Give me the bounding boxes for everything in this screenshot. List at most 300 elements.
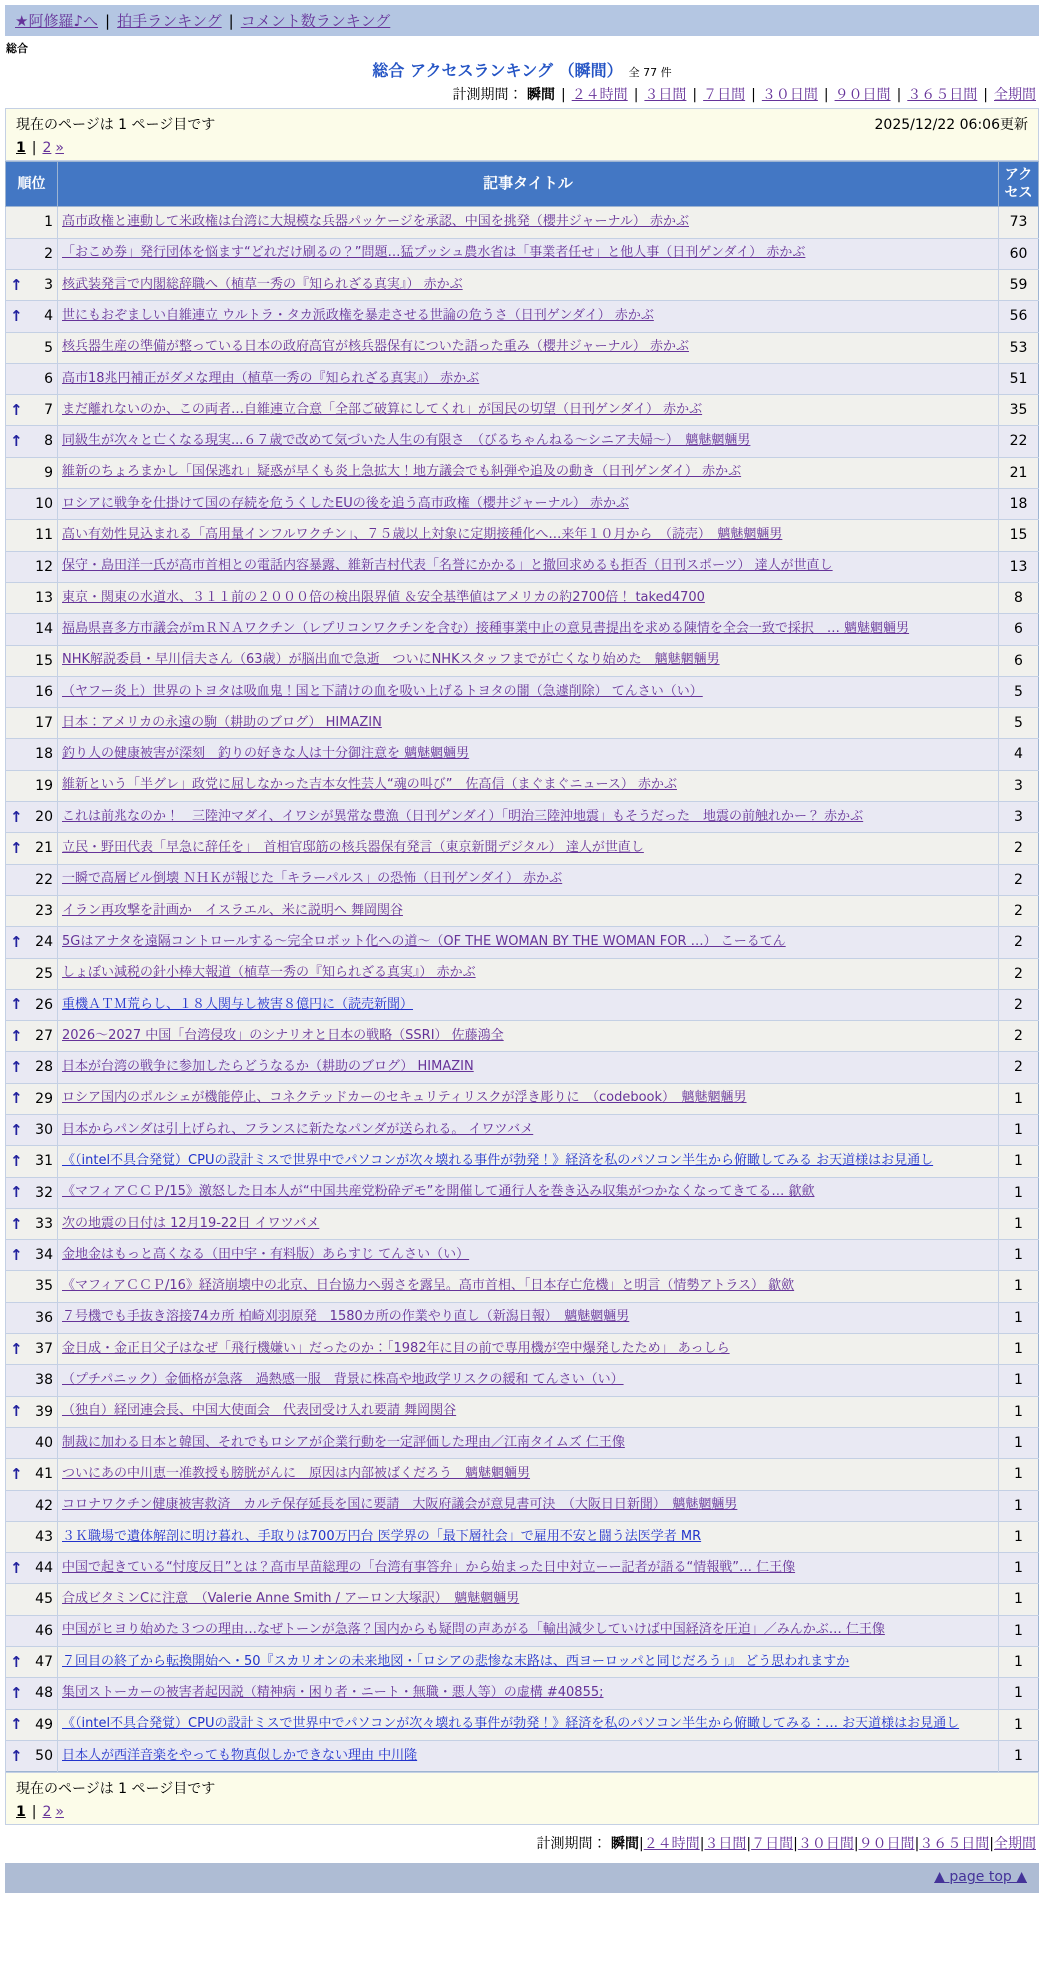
rank-cell: [6, 269, 58, 300]
article-title-cell: [58, 1521, 999, 1552]
article-link[interactable]: 福島県喜多方市議会がｍＲＮＡワクチン（レプリコンワクチンを含む）接種事業中止の意見書提出を求める陳情を全会一致で採択 … 魑魅魍魎男: [62, 620, 910, 636]
article-link[interactable]: イラン再攻撃を計画か イスラエル、米に説明へ 舞岡関谷: [62, 902, 403, 918]
access-count: 1: [999, 1177, 1039, 1208]
page-link-current[interactable]: 1: [16, 1804, 26, 1821]
rank-up-icon: ↑: [10, 1339, 23, 1358]
access-count: 8: [999, 582, 1039, 613]
article-title-cell: [58, 207, 999, 238]
article-title-cell: [58, 1302, 999, 1333]
table-row: [6, 1302, 1039, 1333]
access-count: 1: [999, 1271, 1039, 1302]
column-header-rank: 順位: [6, 162, 58, 207]
article-link[interactable]: 保守・島田洋一氏が高市首相との電話内容暴露、維新吉村代表「名誉にかかる」と撤回求めるも拒否（日刊スポーツ） 達人が世直し: [62, 558, 833, 574]
table-row: [6, 1396, 1039, 1427]
article-link[interactable]: 2026～2027 中国「台湾侵攻」のシナリオと日本の戦略（SSRI） 佐藤鴻全: [62, 1027, 504, 1043]
table-row: [6, 457, 1039, 488]
page-info-box-bottom: [5, 1772, 1039, 1825]
article-link[interactable]: 日本が台湾の戦争に参加したらどうなるか（耕助のブログ） HIMAZIN: [62, 1059, 474, 1075]
article-link[interactable]: 中国がヒヨり始めた３つの理由…なぜトーンが急落？国内からも疑問の声あがる「輸出減少していけば中国経済を圧迫」／みんかぶ… 仁王像: [62, 1622, 885, 1638]
access-count: 15: [999, 520, 1039, 551]
page-top-link[interactable]: ▲ page top ▲: [934, 1869, 1027, 1886]
article-link[interactable]: 《マフィアＣＣＰ/15》激怒した日本人が“中国共産党粉砕デモ”を開催して通行人を巻き込み収集がつかなくなってきてる… 歙歛: [62, 1184, 815, 1200]
period-link[interactable]: 全期間: [994, 1836, 1036, 1853]
rank-cell: [6, 238, 58, 269]
page-link-current[interactable]: 1: [16, 140, 26, 156]
rank-number: 43: [35, 1528, 53, 1545]
table-row: [6, 1052, 1039, 1083]
access-count: 2: [999, 833, 1039, 864]
column-header-title: 記事タイトル: [58, 162, 999, 207]
table-row: [6, 1521, 1039, 1552]
access-count: 1: [999, 1584, 1039, 1615]
rank-number: 30: [35, 1121, 53, 1138]
article-link[interactable]: ロシアに戦争を仕掛けて国の存続を危うくしたEUの後を追う高市政権（櫻井ジャーナル） 赤かぶ: [62, 495, 629, 511]
article-title-cell: [58, 1709, 999, 1740]
period-link[interactable]: ７日間: [751, 1836, 794, 1853]
rank-cell: [6, 1052, 58, 1083]
article-link[interactable]: 維新という「半グレ」政党に屈しなかった吉本女性芸人“魂の叫び” 佐高信（まぐまぐニュース） 赤かぶ: [62, 777, 677, 793]
article-link[interactable]: （プチパニック）金価格が急落 過熱感一服 背景に株高や地政学リスクの緩和 てんさい（い）: [62, 1372, 624, 1388]
access-count: 2: [999, 958, 1039, 989]
page-next-link[interactable]: »: [55, 140, 64, 156]
article-link[interactable]: 合成ビタミンCに注意 （Valerie Anne Smith / アーロン大塚訳） 魑魅魍魎男: [62, 1591, 520, 1607]
table-row: [6, 958, 1039, 989]
rank-number: 46: [35, 1622, 53, 1639]
rank-number: 32: [35, 1184, 53, 1201]
table-row: [6, 301, 1039, 332]
table-row: [6, 582, 1039, 613]
table-row: [6, 1678, 1039, 1709]
access-count: 56: [999, 301, 1039, 332]
rank-number: 11: [35, 527, 53, 544]
page-next-link[interactable]: »: [55, 1804, 64, 1821]
article-title-cell: [58, 1177, 999, 1208]
rank-cell: [6, 1302, 58, 1333]
access-count: 2: [999, 1021, 1039, 1052]
rank-cell: [6, 207, 58, 238]
access-count: 1: [999, 1146, 1039, 1177]
article-title-cell: [58, 1553, 999, 1584]
period-link[interactable]: ２４時間: [571, 87, 628, 103]
nav-link-comment-ranking[interactable]: コメント数ランキング: [240, 12, 391, 30]
article-link[interactable]: ７号機でも手抜き溶接74カ所 柏崎刈羽原発 1580カ所の作業やり直し（新潟日報） 魑魅魍魎男: [62, 1309, 630, 1325]
separator: |: [823, 87, 829, 103]
period-label: 計測期間：: [452, 87, 523, 103]
nav-link-home[interactable]: ★阿修羅♪へ: [15, 12, 99, 30]
article-link[interactable]: 維新のちょろまかし「国保逃れ」疑惑が早くも炎上急拡大！地方議会でも糾弾や追及の動き（日刊ゲンダイ） 赤かぶ: [62, 464, 742, 480]
table-row: [6, 770, 1039, 801]
table-row: [6, 1740, 1039, 1771]
rank-number: 17: [35, 715, 53, 732]
article-link[interactable]: 集団ストーカーの被害者起因説（精神病・困り者・ニート・無職・悪人等）の虚構 #40855;: [62, 1685, 604, 1701]
article-title-cell: [58, 1146, 999, 1177]
rank-up-icon: ↑: [10, 1026, 23, 1045]
rank-up-icon: ↑: [10, 1558, 23, 1577]
rank-cell: [6, 1114, 58, 1145]
rank-cell: [6, 770, 58, 801]
rank-up-icon: ↑: [10, 1464, 23, 1483]
rank-number: 1: [44, 214, 53, 231]
article-link[interactable]: 5Gはアナタを遠隔コントロールする～完全ロボット化への道～（OF THE WOMAN BY THE WOMAN FOR …） こーるてん: [62, 933, 786, 949]
rank-cell: [6, 520, 58, 551]
access-count: 5: [999, 708, 1039, 739]
rank-up-icon: ↑: [10, 1683, 23, 1702]
access-count: 5: [999, 676, 1039, 707]
article-link[interactable]: 中国で起きている“忖度反日”とは？高市早苗総理の「台湾有事答弁」から始まった日中対立ーー記者が語る“情報戦”… 仁王像: [62, 1559, 796, 1575]
rank-cell: [6, 1459, 58, 1490]
article-title-cell: [58, 1052, 999, 1083]
rank-cell: [6, 927, 58, 958]
article-link[interactable]: 日本からパンダは引上げられ、フランスに新たなパンダが送られる。 イワツバメ: [62, 1121, 534, 1137]
article-link[interactable]: 《（intel不具合発覚）CPUの設計ミスで世界中でパソコンが次々壊れる事件が勃発！》経済を私のパソコン半生から俯瞰してみる お天道様はお見通し: [62, 1153, 934, 1168]
access-count: 1: [999, 1240, 1039, 1271]
rank-up-icon: ↑: [10, 1151, 23, 1170]
article-link[interactable]: 日本人が西洋音楽をやっても物真似しかできない理由 中川隆: [62, 1747, 418, 1763]
rank-up-icon: ↑: [10, 306, 23, 325]
article-title-cell: [58, 426, 999, 457]
access-count: 2: [999, 927, 1039, 958]
rank-up-icon: ↑: [10, 1715, 23, 1734]
rank-number: 37: [35, 1341, 53, 1358]
separator: |: [638, 1836, 644, 1853]
access-count: 18: [999, 489, 1039, 520]
rank-up-icon: ↑: [10, 995, 23, 1014]
period-link[interactable]: ３６５日間: [919, 1836, 990, 1853]
table-row: [6, 1271, 1039, 1302]
table-row: [6, 207, 1039, 238]
rank-number: 29: [35, 1090, 53, 1107]
article-link[interactable]: 同級生が次々と亡くなる現実...６７歳で改めて気づいた人生の有限さ （びるちゃんねる～シニア夫婦～） 魑魅魍魎男: [62, 433, 751, 449]
article-title-cell: [58, 301, 999, 332]
table-row: [6, 1021, 1039, 1052]
table-row: [6, 1427, 1039, 1458]
rank-number: 12: [35, 558, 53, 575]
period-link[interactable]: ２４時間: [643, 1836, 700, 1853]
rank-number: 21: [35, 840, 53, 857]
rank-number: 6: [44, 370, 53, 387]
article-title-cell: [58, 520, 999, 551]
article-title-cell: [58, 1208, 999, 1239]
footer-bar: [5, 1863, 1039, 1893]
access-count: 1: [999, 1334, 1039, 1365]
rank-cell: [6, 551, 58, 582]
article-link[interactable]: 《マフィアＣＣＰ/16》経済崩壊中の北京、日台協力へ弱さを露呈。高市首相、「日本存亡危機」と明言（情勢アトラス） 歙歛: [62, 1278, 795, 1294]
access-count: 13: [999, 551, 1039, 582]
rank-cell: [6, 1146, 58, 1177]
article-link[interactable]: NHK解説委員・早川信夫さん（63歳）が脳出血で急逝 ついにNHKスタッフまでが亡くなり始めた 魑魅魍魎男: [62, 652, 720, 668]
table-row: [6, 802, 1039, 833]
article-link[interactable]: ロシア国内のポルシェが機能停止、コネクテッドカーのセキュリティリスクが浮き彫りに （codebook） 魑魅魍魎男: [62, 1090, 747, 1106]
table-row: [6, 1114, 1039, 1145]
period-link[interactable]: ３０日間: [797, 1836, 854, 1853]
article-title-cell: [58, 645, 999, 676]
period-current: 瞬間: [610, 1836, 639, 1853]
access-count: 1: [999, 1553, 1039, 1584]
article-title-cell: [58, 1271, 999, 1302]
separator: |: [692, 87, 698, 103]
pagination: [16, 1804, 1028, 1820]
article-title-cell: [58, 864, 999, 895]
rank-number: 40: [35, 1434, 53, 1451]
table-row: [6, 1240, 1039, 1271]
access-count: 60: [999, 238, 1039, 269]
table-row: [6, 363, 1039, 394]
nav-link-clap-ranking[interactable]: 拍手ランキング: [117, 12, 222, 30]
table-row: [6, 1615, 1039, 1646]
rank-cell: [6, 395, 58, 426]
rank-cell: [6, 1083, 58, 1114]
article-title-cell: [58, 895, 999, 926]
period-links: [639, 1836, 1036, 1852]
table-row: [6, 269, 1039, 300]
rank-number: 19: [35, 777, 53, 794]
rank-cell: [6, 1740, 58, 1771]
table-row: [6, 551, 1039, 582]
access-count: 1: [999, 1302, 1039, 1333]
rank-number: 8: [44, 433, 53, 450]
article-title-cell: [58, 614, 999, 645]
rank-up-icon: ↑: [10, 1746, 23, 1765]
article-title-cell: [58, 927, 999, 958]
rank-cell: [6, 363, 58, 394]
title-line: [0, 58, 1044, 81]
rank-number: 41: [35, 1466, 53, 1483]
article-title-cell: [58, 1615, 999, 1646]
current-page-text: 現在のページは 1 ページ目です: [16, 117, 216, 133]
table-row: [6, 1490, 1039, 1521]
article-title-cell: [58, 1396, 999, 1427]
article-link[interactable]: コロナワクチン健康被害救済 カルテ保存延長を国に要請 大阪府議会が意見書可決 （大阪日日新聞） 魑魅魍魎男: [62, 1497, 738, 1513]
table-row: [6, 489, 1039, 520]
article-link[interactable]: 立民・野田代表「早急に辞任を」 首相官邸筋の核兵器保有発言（東京新聞デジタル） 達人が世直し: [62, 840, 644, 856]
access-count: 22: [999, 426, 1039, 457]
ranking-table: [5, 161, 1039, 1772]
article-title-cell: [58, 332, 999, 363]
separator: |: [699, 1836, 705, 1853]
article-link[interactable]: 「おこめ券」発行団体を悩ます“どれだけ刷るの？”問題…猛プッシュ農水省は「事業者任せ」と他人事（日刊ゲンダイ） 赤かぶ: [62, 245, 806, 261]
page-title: 総合 アクセスランキング （瞬間）: [372, 61, 623, 80]
rank-number: 14: [35, 621, 53, 638]
table-row: [6, 739, 1039, 770]
access-count: 1: [999, 1647, 1039, 1678]
article-title-cell: [58, 1240, 999, 1271]
access-count: 53: [999, 332, 1039, 363]
article-title-cell: [58, 489, 999, 520]
access-count: 1: [999, 1459, 1039, 1490]
rank-cell: [6, 457, 58, 488]
access-count: 21: [999, 457, 1039, 488]
rank-number: 39: [35, 1403, 53, 1420]
rank-up-icon: ↑: [10, 1652, 23, 1671]
separator: |: [853, 1836, 859, 1853]
rank-up-icon: ↑: [10, 807, 23, 826]
topbar: [5, 5, 1039, 36]
page-link-2[interactable]: 2: [42, 1804, 52, 1821]
rank-cell: [6, 864, 58, 895]
table-row: [6, 1584, 1039, 1615]
table-row: [6, 864, 1039, 895]
article-link[interactable]: 世にもおぞましい自維連立 ウルトラ・タカ派政権を暴走させる世論の危うさ（日刊ゲンダイ） 赤かぶ: [62, 307, 654, 323]
period-link[interactable]: 全期間: [994, 87, 1036, 103]
article-link[interactable]: ３Ｋ職場で遺体解剖に明け暮れ、手取りは700万円台 医学界の「最下層社会」で雇用不安と闘う法医学者 MR: [62, 1528, 702, 1544]
table-row: [6, 1083, 1039, 1114]
rank-number: 16: [35, 683, 53, 700]
article-link[interactable]: ついにあの中川恵一准教授も膀胱がんに 原因は内部被ばくだろう 魑魅魍魎男: [62, 1465, 531, 1481]
access-count: 1: [999, 1521, 1039, 1552]
article-link[interactable]: 重機ＡＴＭ荒らし、１８人関与し被害８億円に（読売新聞）: [62, 996, 414, 1012]
separator: |: [560, 87, 566, 103]
article-link[interactable]: 金日成・金正日父子はなぜ「飛行機嫌い」だったのか：「1982年に目の前で専用機が空中爆発したため」 あっしら: [62, 1340, 730, 1356]
rank-up-icon: ↑: [10, 400, 23, 419]
rank-number: 18: [35, 746, 53, 763]
article-link[interactable]: 釣り人の健康被害が深刻 釣りの好きな人は十分御注意を 魑魅魍魎男: [62, 746, 470, 762]
access-count: 51: [999, 363, 1039, 394]
article-link[interactable]: 高い有効性見込まれる「高用量インフルワクチン」、７５歳以上対象に定期接種化へ…来年１０月から （読売） 魑魅魍魎男: [62, 527, 783, 543]
page-link-2[interactable]: 2: [42, 140, 52, 156]
rank-number: 47: [35, 1654, 53, 1671]
access-count: 1: [999, 1083, 1039, 1114]
article-title-cell: [58, 739, 999, 770]
article-link[interactable]: 《（intel不具合発覚）CPUの設計ミスで世界中でパソコンが次々壊れる事件が勃発！》経済を私のパソコン半生から俯瞰してみる：… お天道様はお見通し: [62, 1716, 960, 1732]
article-title-cell: [58, 238, 999, 269]
period-label: 計測期間：: [536, 1836, 607, 1853]
separator: |: [105, 12, 111, 30]
period-link[interactable]: ３０日間: [761, 87, 818, 103]
article-link[interactable]: 高市18兆円補正がダメな理由（植草一秀の『知られざる真実』） 赤かぶ: [62, 370, 480, 386]
article-link[interactable]: 日本：アメリカの永遠の駒（耕助のブログ） HIMAZIN: [62, 714, 382, 730]
article-link[interactable]: 制裁に加わる日本と韓国、それでもロシアが企業行動を一定評価した理由／江南タイムズ 仁王像: [62, 1434, 625, 1450]
table-row: [6, 1177, 1039, 1208]
article-title-cell: [58, 770, 999, 801]
rank-number: 10: [35, 496, 53, 513]
article-link[interactable]: ７回目の終了から転換開始へ・50『スカリオンの未来地図・「ロシアの悲惨な末路は、西ヨーロッパと同じだろう」』 どう思われますか: [62, 1653, 850, 1669]
rank-number: 42: [35, 1497, 53, 1514]
separator: |: [746, 1836, 752, 1853]
rank-cell: [6, 989, 58, 1020]
article-link[interactable]: （独自）経団連会長、中国大使面会 代表団受け入れ要請 舞岡関谷: [62, 1403, 457, 1419]
total-count: 全 77 件: [628, 66, 672, 79]
article-link[interactable]: 核兵器生産の準備が整っている日本の政府高官が核兵器保有についた語った重み（櫻井ジャーナル） 赤かぶ: [62, 339, 689, 355]
rank-number: 23: [35, 902, 53, 919]
rank-number: 13: [35, 589, 53, 606]
article-link[interactable]: （ヤフー炎上）世界のトヨタは吸血鬼！国と下請けの血を吸い上げるトヨタの闇（急遽削除） てんさい（い）: [62, 683, 703, 699]
table-header-row: [6, 162, 1039, 207]
rank-number: 26: [35, 996, 53, 1013]
article-title-cell: [58, 676, 999, 707]
rank-number: 34: [35, 1247, 53, 1264]
rank-up-icon: ↑: [10, 1058, 23, 1077]
period-link[interactable]: ３６５日間: [907, 87, 978, 103]
rank-cell: [6, 301, 58, 332]
access-count: 1: [999, 1114, 1039, 1145]
article-title-cell: [58, 1647, 999, 1678]
article-link[interactable]: 核武装発言で内閣総辞職へ（植草一秀の『知られざる真実』） 赤かぶ: [62, 276, 463, 292]
table-row: [6, 645, 1039, 676]
rank-number: 36: [35, 1309, 53, 1326]
rank-cell: [6, 1396, 58, 1427]
table-row: [6, 833, 1039, 864]
current-page-text: 現在のページは 1 ページ目です: [16, 1781, 216, 1798]
updated-timestamp: 2025/12/22 06:06更新: [874, 117, 1028, 133]
period-link[interactable]: ９０日間: [858, 1836, 915, 1853]
period-link[interactable]: ９０日間: [834, 87, 891, 103]
rank-cell: [6, 332, 58, 363]
rank-cell: [6, 1240, 58, 1271]
rank-up-icon: ↑: [10, 932, 23, 951]
access-count: 35: [999, 395, 1039, 426]
column-header-access: アクセス: [999, 162, 1039, 207]
article-link[interactable]: 一瞬で高層ビル倒壊 ＮＨＫが報じた「キラーパルス」の恐怖（日刊ゲンダイ） 赤かぶ: [62, 871, 563, 887]
rank-number: 28: [35, 1059, 53, 1076]
rank-cell: [6, 489, 58, 520]
period-link[interactable]: ３日間: [644, 87, 687, 103]
article-link[interactable]: まだ離れないのか、この両者…自維連立合意「全部ご破算にしてくれ」が国民の切望（日刊ゲンダイ） 赤かぶ: [62, 401, 703, 417]
article-link[interactable]: 次の地震の日付は 12月19-22日 イワツバメ: [62, 1215, 320, 1231]
table-row: [6, 1208, 1039, 1239]
access-count: 1: [999, 1427, 1039, 1458]
rank-cell: [6, 1208, 58, 1239]
period-link[interactable]: ３日間: [704, 1836, 747, 1853]
article-link[interactable]: 高市政権と連動して米政権は台湾に大規模な兵器パッケージを承認、中国を挑発（櫻井ジャーナル） 赤かぶ: [62, 214, 689, 230]
period-selector-bottom: [0, 1833, 1036, 1853]
period-link[interactable]: ７日間: [703, 87, 746, 103]
rank-number: 50: [35, 1747, 53, 1764]
rank-cell: [6, 1271, 58, 1302]
access-count: 1: [999, 1615, 1039, 1646]
rank-number: 22: [35, 871, 53, 888]
article-title-cell: [58, 802, 999, 833]
rank-up-icon: ↑: [10, 1214, 23, 1233]
separator: |: [793, 1836, 798, 1853]
table-row: [6, 1647, 1039, 1678]
article-title-cell: [58, 1490, 999, 1521]
table-row: [6, 614, 1039, 645]
article-title-cell: [58, 1114, 999, 1145]
rank-cell: [6, 1584, 58, 1615]
separator: |: [633, 87, 639, 103]
article-title-cell: [58, 1365, 999, 1396]
article-link[interactable]: これは前兆なのか！ 三陸沖マダイ、イワシが異常な豊漁（日刊ゲンダイ）「明治三陸沖地震」もそうだった 地震の前触れかー？ 赤かぶ: [62, 808, 864, 824]
article-title-cell: [58, 582, 999, 613]
rank-number: 33: [35, 1215, 53, 1232]
rank-number: 9: [44, 464, 53, 481]
table-row: [6, 395, 1039, 426]
article-link[interactable]: 金地金はもっと高くなる（田中宇・有料版）あらすじ てんさい（い）: [62, 1246, 470, 1262]
article-link[interactable]: 東京・関東の水道水、３１１前の２０００倍の検出限界値 ＆安全基準値はアメリカの約2700倍！ taked4700: [62, 589, 705, 605]
rank-cell: [6, 1647, 58, 1678]
table-row: [6, 1334, 1039, 1365]
rank-number: 45: [35, 1591, 53, 1608]
article-title-cell: [58, 1021, 999, 1052]
article-link[interactable]: しょぼい減税の針小棒大報道（植草一秀の『知られざる真実』） 赤かぶ: [62, 965, 476, 981]
article-title-cell: [58, 363, 999, 394]
article-title-cell: [58, 1740, 999, 1771]
category-label: 総合: [6, 42, 28, 55]
period-current: 瞬間: [526, 87, 555, 103]
article-title-cell: [58, 1584, 999, 1615]
table-row: [6, 1553, 1039, 1584]
rank-number: 5: [44, 339, 53, 356]
rank-up-icon: ↑: [10, 1245, 23, 1264]
rank-cell: [6, 1709, 58, 1740]
article-title-cell: [58, 269, 999, 300]
article-title-cell: [58, 1459, 999, 1490]
rank-cell: [6, 1021, 58, 1052]
article-title-cell: [58, 457, 999, 488]
article-title-cell: [58, 1427, 999, 1458]
article-title-cell: [58, 1334, 999, 1365]
rank-cell: [6, 1553, 58, 1584]
